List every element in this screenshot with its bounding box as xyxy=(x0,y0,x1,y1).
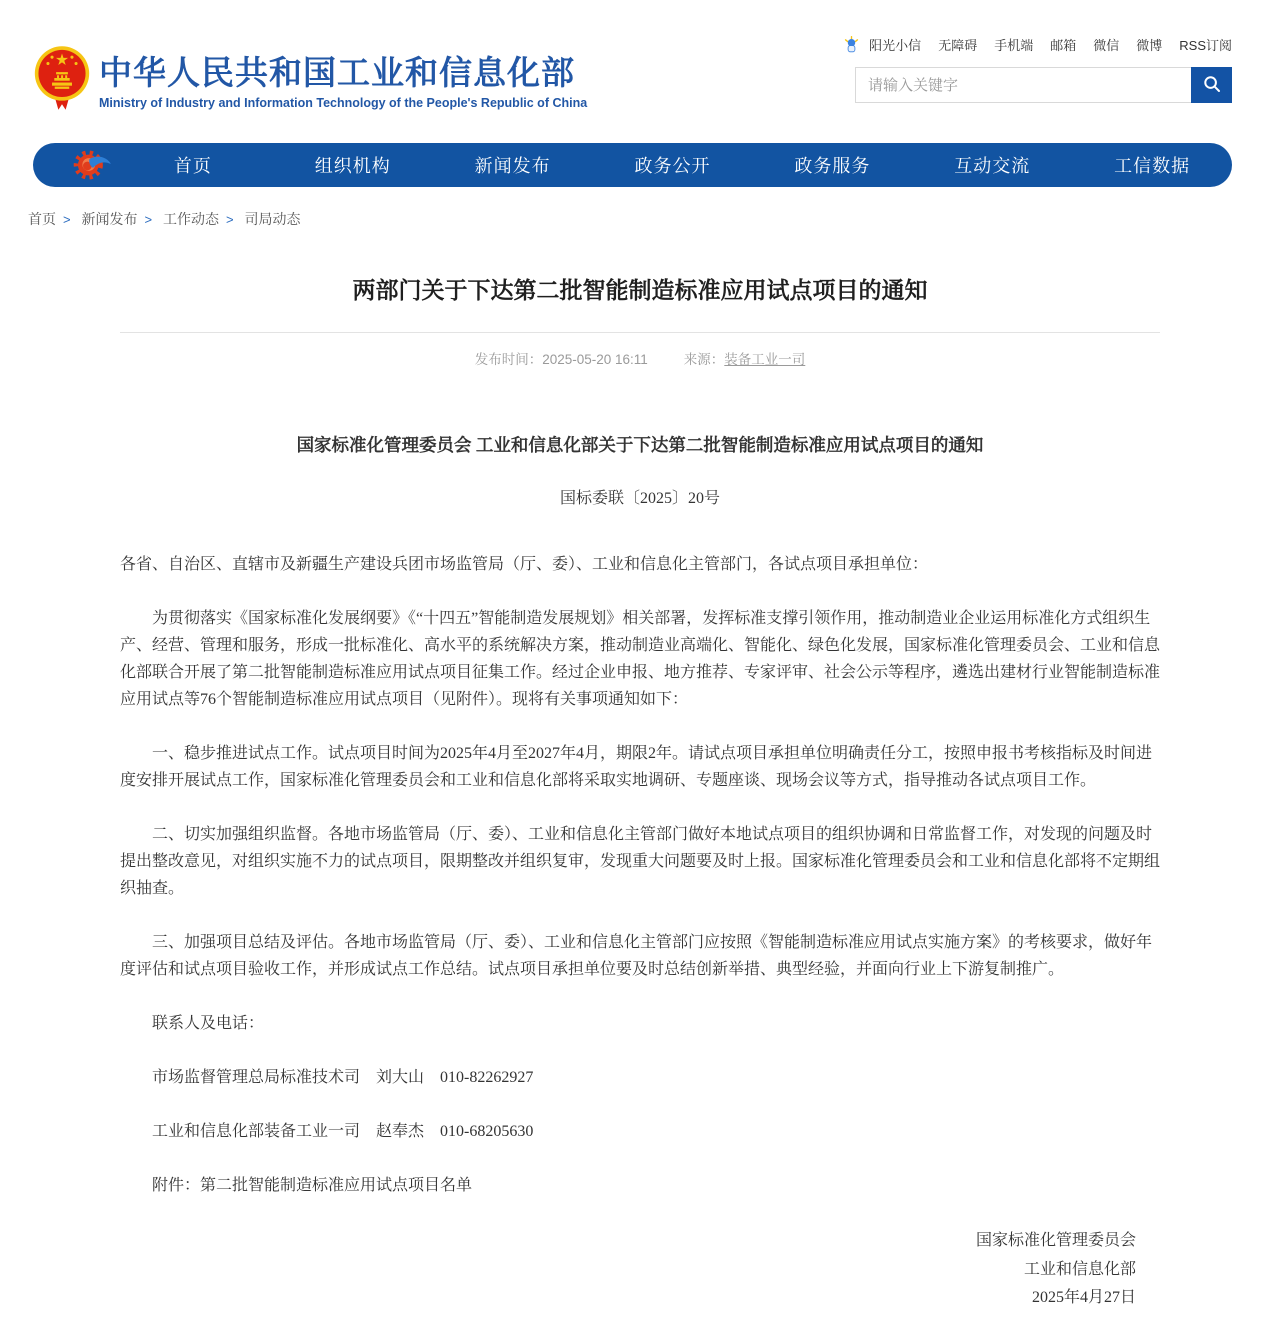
breadcrumb-item[interactable]: 司局动态 xyxy=(244,211,301,227)
miit-gear-logo-icon xyxy=(73,149,113,181)
nav-item[interactable]: 组织机构 xyxy=(314,156,391,176)
paragraph: 二、切实加强组织监督。各地市场监管局（厅、委）、工业和信息化主管部门做好本地试点项目的组织协调和日常监督工作，对发现的问题及时提出整改意见，对组织实施不力的试点项目，限期整改并组织复审，发现重大问题要及时上报。国家标准化管理委员会和工业和信息化部将不定期组织抽查。 xyxy=(120,826,1161,897)
breadcrumb-separator: > xyxy=(225,212,234,227)
article xyxy=(120,275,1160,1327)
quick-link[interactable]: 无障碍 xyxy=(938,38,978,53)
quick-link[interactable]: 阳光小信 xyxy=(869,38,922,53)
signature-block xyxy=(120,1227,1160,1327)
paragraph: 附件：第二批智能制造标准应用试点项目名单 xyxy=(152,1177,473,1194)
search-icon xyxy=(1202,74,1222,97)
site-title: 中华人民共和国工业和信息化部 xyxy=(99,53,575,91)
article-title: 两部门关于下达第二批智能制造标准应用试点项目的通知 xyxy=(352,277,928,303)
publish-time: 2025-05-20 16:11 xyxy=(542,352,648,367)
search-box xyxy=(855,67,1232,103)
header-right xyxy=(843,30,1232,131)
paragraph: 一、稳步推进试点工作。试点项目时间为2025年4月至2027年4月，期限2年。请试点项目承担单位明确责任分工，按照申报书考核指标及时间进度安排开展试点工作，国家标准化管理委员会和工业和信息化部将采取实地调研、专题座谈、现场会议等方式，指导推动各试点项目工作。 xyxy=(120,745,1153,789)
breadcrumb-item[interactable]: 首页 xyxy=(28,211,56,227)
quick-link[interactable]: 邮箱 xyxy=(1050,38,1077,53)
quick-link[interactable]: 微博 xyxy=(1136,38,1163,53)
signature-line: 2025年4月27日 xyxy=(1031,1289,1136,1306)
signature-line: 工业和信息化部 xyxy=(1023,1260,1136,1278)
paragraph: 市场监督管理总局标准技术司 刘大山 010-82262927 xyxy=(152,1069,534,1086)
quick-link[interactable]: 手机端 xyxy=(994,38,1034,53)
nav-item[interactable]: 互动交流 xyxy=(954,156,1031,176)
document-number: 国标委联〔2025〕20号 xyxy=(559,490,720,507)
national-emblem-icon xyxy=(33,44,91,117)
quick-links xyxy=(843,35,1232,54)
document-title: 国家标准化管理委员会 工业和信息化部关于下达第二批智能制造标准应用试点项目的通知 xyxy=(296,435,984,455)
title-divider xyxy=(120,332,1160,333)
salutation: 各省、自治区、直辖市及新疆生产建设兵团市场监管局（厅、委）、工业和信息化主管部门，各试点项目承担单位： xyxy=(120,556,929,573)
breadcrumb xyxy=(28,209,1280,229)
quick-link[interactable]: RSS订阅 xyxy=(1179,38,1232,53)
nav-item[interactable]: 政务服务 xyxy=(794,156,871,176)
site-subtitle: Ministry of Industry and Information Technology of the People's Republic of China xyxy=(99,96,588,111)
nav-item[interactable]: 工信数据 xyxy=(1114,156,1191,176)
quick-link[interactable]: 微信 xyxy=(1093,38,1120,53)
breadcrumb-item[interactable]: 新闻发布 xyxy=(81,211,138,227)
signature-line: 国家标准化管理委员会 xyxy=(975,1232,1136,1249)
paragraph: 三、加强项目总结及评估。各地市场监管局（厅、委）、工业和信息化主管部门应按照《智能制造标准应用试点实施方案》的考核要求，做好年度评估和试点项目验收工作，并形成试点工作总结。试点项目承担单位要及时总结创新举措、典型经验，并面向行业上下游复制推广。 xyxy=(120,934,1153,978)
paragraph: 联系人及电话： xyxy=(152,1015,265,1032)
mascot-robot-icon xyxy=(843,36,860,53)
breadcrumb-separator: > xyxy=(63,212,71,227)
source-label: 来源： xyxy=(683,352,725,367)
nav-item[interactable]: 首页 xyxy=(173,156,212,176)
search-button[interactable] xyxy=(1191,67,1232,103)
search-input[interactable] xyxy=(856,68,1191,102)
paragraph-list xyxy=(120,605,1160,1199)
nav-item[interactable]: 新闻发布 xyxy=(474,156,551,176)
article-meta xyxy=(120,348,1160,368)
site-header xyxy=(0,0,1280,131)
source-link[interactable]: 装备工业一司 xyxy=(724,352,806,367)
site-brand[interactable] xyxy=(33,30,587,131)
main-nav xyxy=(33,143,1232,187)
document-body xyxy=(120,432,1160,1327)
paragraph: 为贯彻落实《国家标准化发展纲要》《“十四五”智能制造发展规划》相关部署，发挥标准支撑引领作用，推动制造业企业运用标准化方式组织生产、经营、管理和服务，形成一批标准化、高水平的系统解决方案，推动制造业高端化、智能化、绿色化发展，国家标准化管理委员会、工业和信息化部联合开展了第二批智能制造标准应用试点项目征集工作。经过企业申报、地方推荐、专家评审、社会公示等程序，遴选出建材行业智能制造标准应用试点等76个智能制造标准应用试点项目（见附件）。现将有关事项通知如下： xyxy=(120,610,1161,708)
breadcrumb-item[interactable]: 工作动态 xyxy=(162,211,219,227)
nav-item[interactable]: 政务公开 xyxy=(634,156,711,176)
breadcrumb-separator: > xyxy=(144,212,153,227)
paragraph: 工业和信息化部装备工业一司 赵奉杰 010-68205630 xyxy=(152,1123,534,1140)
publish-time-label: 发布时间： xyxy=(474,352,543,367)
